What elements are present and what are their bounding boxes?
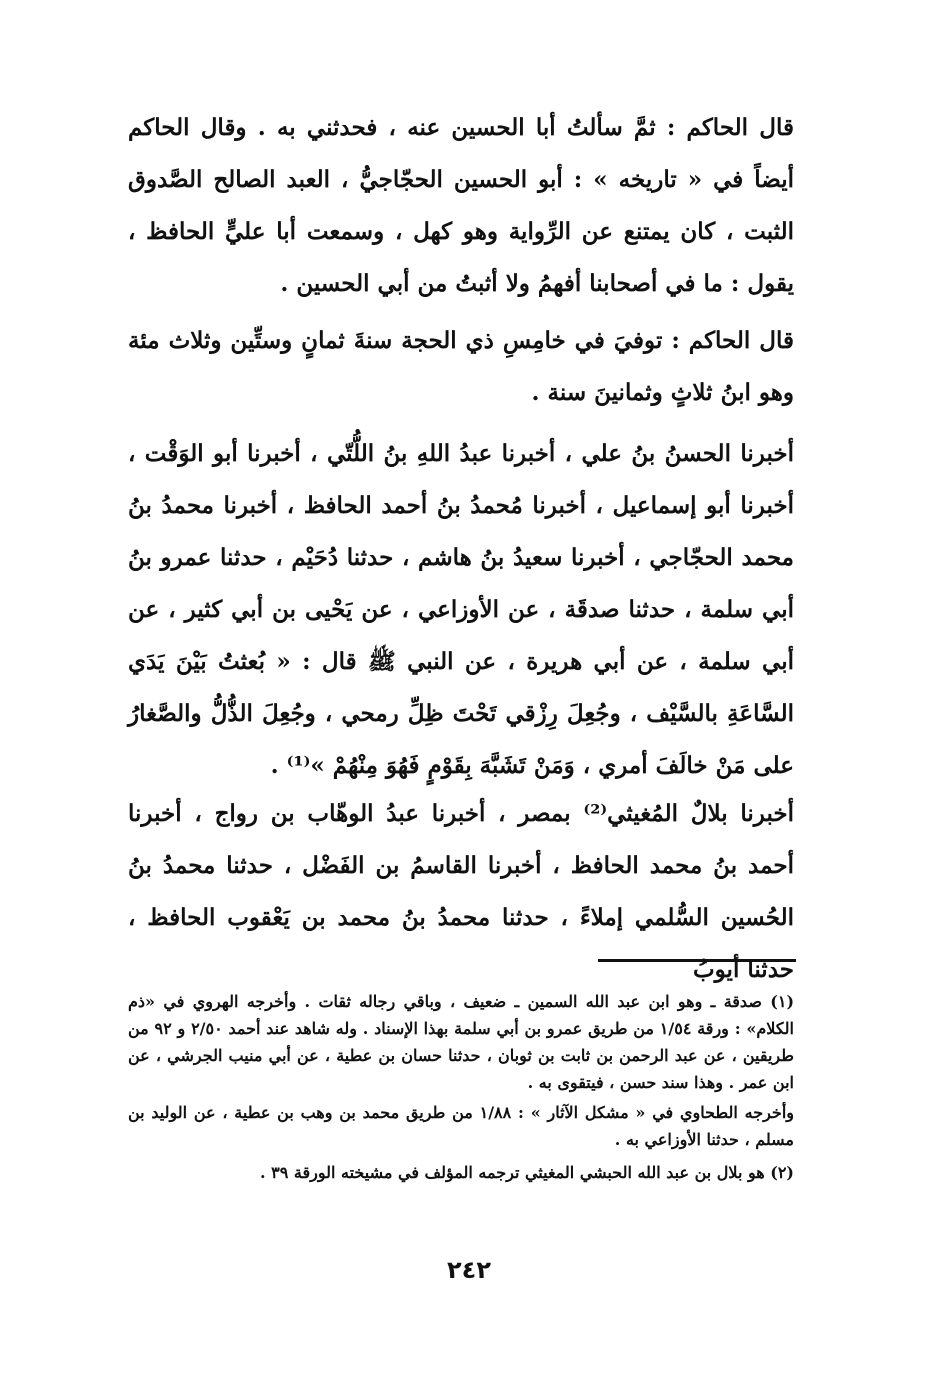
paragraph-second-isnad: أخبرنا بلالٌ المُغيثي⁽²⁾ بمصر ، أخبرنا عبدُ الوهّاب بن رواج ، أخبرنا أحمد بنُ محمد الحافظ ، أخبرنا القاسمُ بن الفَضْل ، حدثنا محمدُ بنُ الحُسين السُّلمي إملاءً ، حدثنا محمدُ بنُ محمد بن يَعْقوب الحافظ ، حدثنا أيوبُ (128, 800, 794, 983)
footnote-1: (١) صدقة ـ وهو ابن عبد الله السمين ـ ضعيف ، وباقي رجاله ثقات . وأخرجه الهروي في «ذم الكلام» : ورقة ١/٥٤ من طريق عمرو بن أبي سلمة بهذا الإسناد . وله شاهد عند أحمد ٢/٥٠ و ٩٢ من طريقين ، عن عبد الرحمن بن ثابت بن ثوبان ، حدثنا حسان بن عطية ، عن أبي منيب الجرشي ، عن ابن عمر . وهذا سند حسن ، فيتقوى به . (128, 992, 795, 1092)
footnote-2: (٢) هو بلال بن عبد الله الحبشي المغيثي ترجمه المؤلف في مشيخته الورقة ٣٩ . (260, 1163, 794, 1182)
paragraph-death-date: قال الحاكم : توفيَ في خامِسِ ذي الحجة سنةَ ثمانٍ وستِّين وثلاث مئة وهو ابنُ ثلاثٍ وثمانينَ سنة . (128, 327, 794, 406)
footnotes (128, 988, 794, 1186)
paragraph-hadith-isnad: أخبرنا الحسنُ بنُ علي ، أخبرنا عبدُ اللهِ بنُ اللُّتّي ، أخبرنا أبو الوَقْت ، أخبرنا أبو إسماعيل ، أخبرنا مُحمدُ بنُ أحمد الحافظ ، أخبرنا محمدُ بنُ محمد الحجّاجي ، أخبرنا سعيدُ بنُ هاشم ، حدثنا دُحَيْم ، حدثنا عمرو بنُ أبي سلمة ، حدثنا صدقَة ، عن الأوزاعي ، عن يَحْيى بن أبي كثير ، عن أبي سلمة ، عن أبي هريرة ، عن النبي ﷺ قال : « بُعثتُ بَيْنَ يَدَي السَّاعَةِ بالسَّيْف ، وجُعِلَ رِزْقي تَحْتَ ظِلِّ رمحي ، وجُعِلَ الذُّلُّ والصَّغارُ على مَنْ خالَفَ أمري ، وَمَنْ تَشَبَّهَ بِقَوْمٍ فَهُوَ مِنْهُمْ »⁽¹⁾ . (128, 440, 794, 779)
footnote-1-continuation: وأخرجه الطحاوي في « مشكل الآثار » : ١/٨٨ من طريق محمد بن وهب بن عطية ، عن الوليد بن مسلم ، حدثنا الأوزاعي به . (128, 1103, 794, 1149)
footnote-separator (598, 959, 796, 962)
paragraph-hakim-on-abu-al-husayn: قال الحاكم : ثمَّ سألتُ أبا الحسين عنه ، فحدثني به . وقال الحاكم أيضاً في « تاريخه » : أبو الحسين الحجّاجيُّ ، العبد الصالح الصَّدوق الثبت ، كان يمتنع عن الرِّواية وهو كهل ، وسمعت أبا عليٍّ الحافظ ، يقول : ما في أصحابنا أفهمُ ولا أثبتُ من أبي الحسين . (128, 114, 794, 297)
page-number: ٢٤٢ (447, 1256, 491, 1284)
